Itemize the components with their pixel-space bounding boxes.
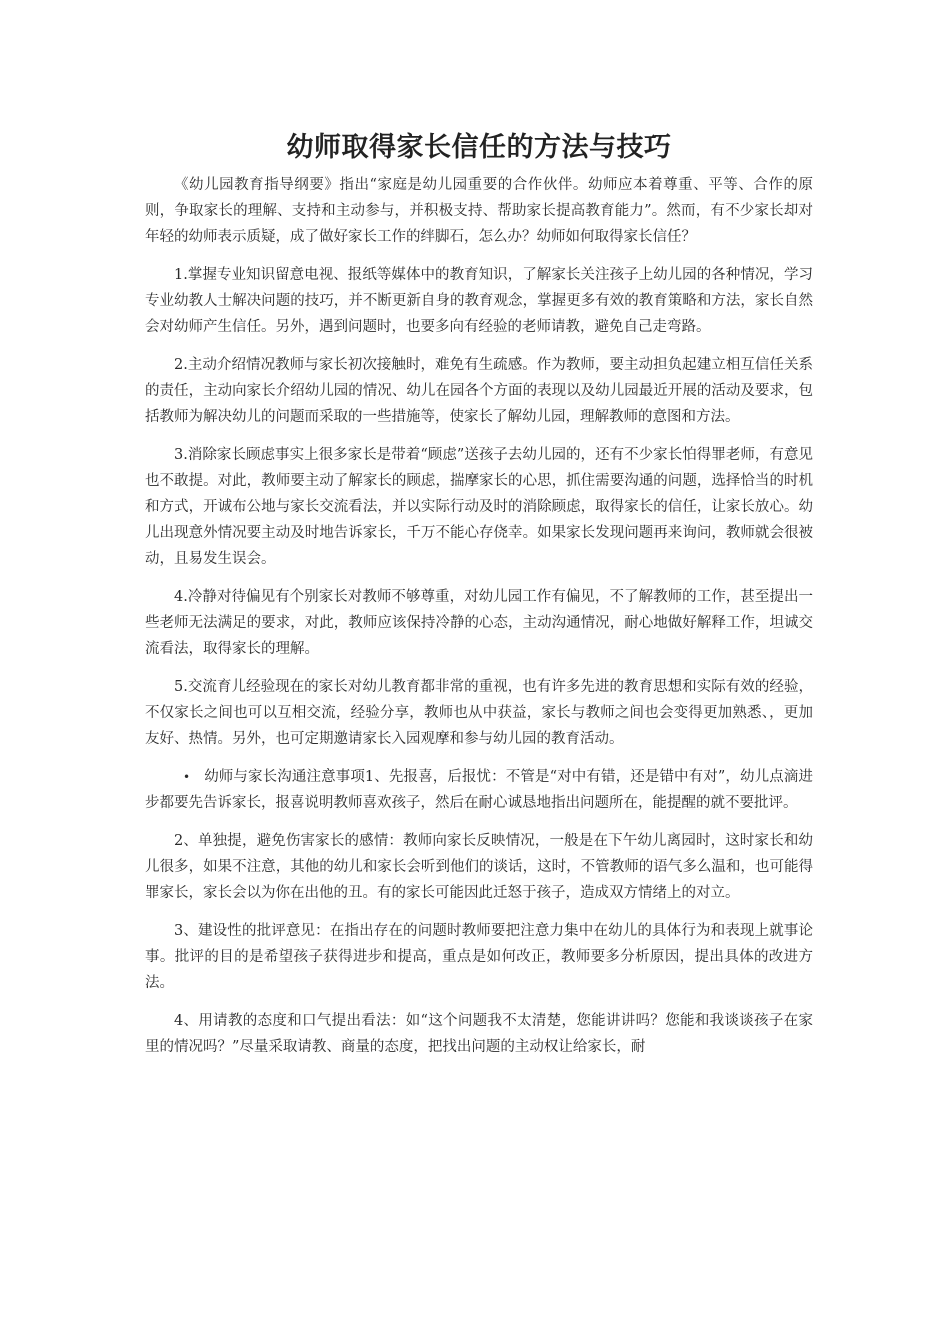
document-page xyxy=(145,128,813,1072)
section-paragraph-1: 1.掌握专业知识留意电视、报纸等媒体中的教育知识，了解家长关注孩子上幼儿园的各种情况，学习专业幼教人士解决问题的技巧，并不断更新自身的教育观念，掌握更多有效的教育策略和方法，家长自然会对幼师产生信任。另外，遇到问题时，也要多向有经验的老师请教，避免自己走弯路。 xyxy=(145,267,813,335)
tip-paragraph-3: 3、建设性的批评意见：在指出存在的问题时教师要把注意力集中在幼儿的具体行为和表现上就事论事。批评的目的是希望孩子获得进步和提高，重点是如何改正，教师要多分析原因，提出具体的改进方法。 xyxy=(145,923,813,991)
bullet-marker: • xyxy=(183,770,191,784)
bullet-paragraph xyxy=(145,764,813,816)
section-paragraph-2: 2.主动介绍情况教师与家长初次接触时，难免有生疏感。作为教师，要主动担负起建立相互信任关系的责任，主动向家长介绍幼儿园的情况、幼儿在园各个方面的表现以及幼儿园最近开展的活动及要求，包括教师为解决幼儿的问题而采取的一些措施等，使家长了解幼儿园，理解教师的意图和方法。 xyxy=(145,357,813,425)
section-paragraph-3: 3.消除家长顾虑事实上很多家长是带着“顾虑”送孩子去幼儿园的，还有不少家长怕得罪老师，有意见也不敢提。对此，教师要主动了解家长的顾虑，揣摩家长的心思，抓住需要沟通的问题，选择恰当的时机和方式，开诚布公地与家长交流看法，并以实际行动及时的消除顾虑，取得家长的信任，让家长放心。幼儿出现意外情况要主动及时地告诉家长，千万不能心存侥幸。如果家长发现问题再来询问，教师就会很被动，且易发生误会。 xyxy=(145,447,813,567)
section-paragraph-4: 4.冷静对待偏见有个别家长对教师不够尊重，对幼儿园工作有偏见，不了解教师的工作，甚至提出一些老师无法满足的要求，对此，教师应该保持冷静的心态，主动沟通情况，耐心地做好解释工作，坦诚交流看法，取得家长的理解。 xyxy=(145,589,813,657)
section-paragraph-5: 5.交流育儿经验现在的家长对幼儿教育都非常的重视，也有许多先进的教育思想和实际有效的经验，不仅家长之间也可以互相交流，经验分享，教师也从中获益，家长与教师之间也会变得更加熟悉、，更加友好、热情。另外，也可定期邀请家长入园观摩和参与幼儿园的教育活动。 xyxy=(145,679,813,747)
tip-paragraph-2: 2、单独提，避免伤害家长的感情：教师向家长反映情况，一般是在下午幼儿离园时，这时家长和幼儿很多，如果不注意，其他的幼儿和家长会听到他们的谈话，这时，不管教师的语气多么温和，也可能得罪家长，家长会以为你在出他的丑。有的家长可能因此迁怒于孩子，造成双方情绪上的对立。 xyxy=(145,833,813,901)
bullet-paragraph-text: 幼师与家长沟通注意事项1、先报喜，后报忧：不管是“对中有错，还是错中有对”，幼儿点滴进步都要先告诉家长，报喜说明教师喜欢孩子，然后在耐心诚恳地指出问题所在，能提醒的就不要批评。 xyxy=(145,769,813,811)
document-title: 幼师取得家长信任的方法与技巧 xyxy=(286,132,672,163)
tip-paragraph-4: 4、用请教的态度和口气提出看法：如“这个问题我不太清楚，您能讲讲吗？您能和我谈谈孩子在家里的情况吗？”尽量采取请教、商量的态度，把找出问题的主动权让给家长，耐 xyxy=(145,1013,813,1055)
intro-paragraph: 《幼儿园教育指导纲要》指出“家庭是幼儿园重要的合作伙伴。幼师应本着尊重、平等、合作的原则，争取家长的理解、支持和主动参与，并积极支持、帮助家长提高教育能力”。然而，有不少家长却对年轻的幼师表示质疑，成了做好家长工作的绊脚石，怎么办？幼师如何取得家长信任？ xyxy=(145,177,813,245)
